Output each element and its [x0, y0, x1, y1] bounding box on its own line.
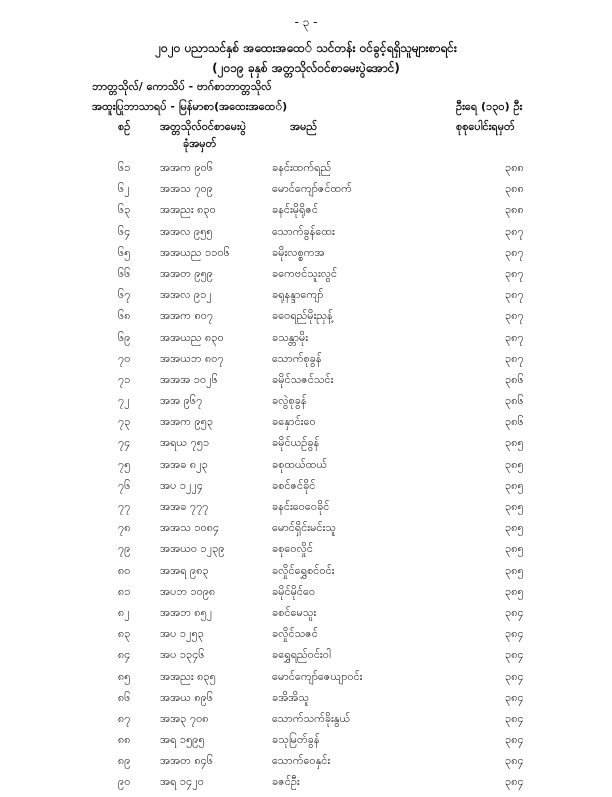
- row-number: ၆၇: [118, 288, 131, 302]
- table-row: [0, 521, 612, 542]
- row-number: ၈၄: [118, 648, 131, 662]
- header-roll-line2: ခုံအမှတ်: [183, 137, 217, 150]
- table-row: [0, 436, 612, 457]
- row-number: ၈၃: [118, 627, 131, 641]
- table-row: [0, 627, 612, 648]
- student-name: သောက်ခွန်ထေး: [272, 224, 335, 238]
- total-score: ၃၈၄: [505, 627, 524, 641]
- student-name: ခနှောင်းဝေ: [272, 415, 316, 429]
- total-score: ၃၈၅: [505, 478, 524, 492]
- total-score: ၃၈၇: [505, 351, 524, 365]
- row-number: ၇၆: [118, 478, 131, 492]
- roll-number: အအက ၉၅၃: [160, 415, 214, 429]
- roll-number: အအခ ၈၂၃: [160, 457, 208, 471]
- roll-number: အရယ ၇၅၁: [160, 436, 210, 450]
- total-score: ၃၈၅: [505, 521, 524, 535]
- roll-number: အအသ ၁၀၈၄: [160, 521, 220, 535]
- table-row: [0, 606, 612, 627]
- row-number: ၈၉: [118, 754, 131, 768]
- roll-number: အအ၃ ၇၀၈: [160, 711, 209, 725]
- row-number: ၆၂: [118, 182, 130, 196]
- student-name: သောက်သက်ခိုးနွယ်: [272, 711, 351, 725]
- header-roll: အတ္တသိုလ်ဝင်စာမေးပွဲ: [160, 120, 247, 133]
- roll-number: အအလ ၉၁၂: [160, 288, 212, 302]
- student-name: သောက်ဝေနှင်း: [272, 754, 331, 768]
- table-row: [0, 775, 612, 796]
- student-name: မောင်ကျော်ဇေယျာဝင်း: [272, 669, 363, 683]
- student-name: ခမိုင်ယဉ်ခွန်: [272, 436, 320, 450]
- student-name: ခရုနန္ဒာကျော်: [272, 288, 324, 302]
- roll-number: အရ ၁၄၂၀: [160, 775, 204, 789]
- table-row: [0, 670, 612, 691]
- total-score: ၃၈၅: [505, 542, 524, 556]
- table-row: [0, 712, 612, 733]
- table-row: [0, 585, 612, 606]
- row-number: ၉၀: [118, 775, 131, 789]
- document-title: ၂၀၂၀ ပညာသင်နှစ် အထေးအထေ် သင်တန်း ဝင်ခွင့်ရရှိသူများစာရင်း: [155, 41, 457, 55]
- row-number: ၈၆: [118, 690, 131, 704]
- row-number: ၈၁: [118, 584, 131, 598]
- row-number: ၈၀: [118, 563, 131, 577]
- roll-number: အအက ၈၀၇: [160, 309, 214, 323]
- total-score: ၃၈၅: [505, 584, 524, 598]
- row-number: ၆၅: [118, 245, 131, 259]
- table-row: [0, 331, 612, 352]
- row-number: ၈၅: [118, 669, 131, 683]
- student-name: ခသန္တာမိုး: [272, 330, 309, 344]
- roll-number: အအဘ ၈၅၂: [160, 605, 213, 619]
- student-name: ခဇင်ဦး: [272, 775, 300, 789]
- roll-number: အပ ၁၂၂၄: [160, 478, 204, 492]
- table-row: [0, 691, 612, 712]
- row-number: ၇၄: [118, 436, 131, 450]
- student-name: ခလှိုင်သဇင်: [272, 627, 318, 641]
- student-name: ခဝေရည်မိုးညှန့်: [272, 309, 333, 323]
- row-number: ၇၀: [118, 351, 131, 365]
- roll-number: အအက ၉၀၆: [160, 161, 214, 174]
- student-name: ခစင်မေသူး: [272, 605, 317, 619]
- student-name: ခစုထယ်ထယ်: [272, 457, 327, 471]
- roll-number: အအယဘ ၈၀၇: [160, 351, 224, 365]
- roll-number: အပဘ ၁၀၉၈: [160, 584, 216, 598]
- table-row: [0, 564, 612, 585]
- total-score: ၃၈၆: [505, 372, 524, 386]
- student-name: ခကေဗင်သူးလွင်: [272, 266, 338, 280]
- subject-line: ဘာတ္တသိုလ်/ ကောသိပ် - ဗာဂ်စာဘာတ္တသိုလ်: [92, 80, 272, 93]
- total-score: ၃၈၆: [505, 394, 524, 408]
- total-score: ၃၈၄: [505, 669, 524, 683]
- total-score: ၃၈၈: [505, 203, 524, 217]
- student-name: ခသုမြတ်ခွန်: [272, 733, 320, 747]
- row-number: ၆၆: [118, 266, 131, 280]
- total-score: ၃၈၇: [505, 309, 524, 323]
- header-name: အမည်: [290, 120, 318, 133]
- row-number: ၈၇: [118, 711, 131, 725]
- table-row: [0, 754, 612, 775]
- row-number: ၆၄: [118, 224, 131, 238]
- roll-number: အအညး ၈၃၅: [160, 669, 216, 683]
- total-score: ၃၈၇: [505, 224, 524, 238]
- roll-number: အအယဝ ၁၂၃၉: [160, 542, 225, 556]
- student-name: ခနင်းထက်ရည်: [272, 161, 332, 174]
- row-number: ၇၁: [118, 372, 131, 386]
- roll-number: အအသ ၇၀၉: [160, 182, 213, 196]
- roll-number: အအယ ၈၉၆: [160, 690, 214, 704]
- row-number: ၇၈: [118, 521, 131, 535]
- student-name: ခနင်းမိုရိုဇင်: [272, 203, 319, 217]
- table-row: [0, 182, 612, 203]
- student-name: မောင်ရှိင်းမင်းသူ: [272, 521, 336, 535]
- student-name: သောက်စုခွန်: [272, 351, 322, 365]
- table-row: [0, 267, 612, 288]
- table-row: [0, 373, 612, 394]
- table-row: [0, 415, 612, 436]
- total-score: ၃၈၄: [505, 605, 524, 619]
- total-score: ၃၈၄: [505, 754, 524, 768]
- table-row: [0, 394, 612, 415]
- table-row: [0, 288, 612, 309]
- table-row: [0, 500, 612, 521]
- table-row: [0, 246, 612, 267]
- student-name: ခမိုးလစ္စကအ: [272, 245, 325, 259]
- header-no: စဉ်: [118, 120, 131, 133]
- student-name: မောင်ကျော်ဇင်ထက်: [272, 182, 352, 196]
- table-row: [0, 733, 612, 754]
- total-score: ၃၈၆: [505, 415, 524, 429]
- roll-number: အအရ ၉၈၃: [160, 563, 209, 577]
- roll-number: အအတ ၈၄၆: [160, 754, 214, 768]
- student-name: ခရွှေရည်ဝင်းဝါ: [272, 648, 331, 662]
- total-score: ၃၈၅: [505, 500, 524, 513]
- total-score: ၃၈၇: [505, 245, 524, 259]
- student-name: ခမိုင်သဇင်သင်း: [272, 372, 334, 386]
- total-score: ၃၈၄: [505, 733, 524, 747]
- row-number: ၇၇: [118, 500, 131, 513]
- table-row: [0, 161, 612, 182]
- roll-number: အအတ ၉၅၉: [160, 266, 213, 280]
- roll-number: အရ ၁၅၉၅: [160, 733, 205, 747]
- table-row: [0, 309, 612, 330]
- total-score: ၃၈၅: [505, 457, 524, 471]
- student-name: ခအိအိသူ: [272, 690, 310, 704]
- table-row: [0, 352, 612, 373]
- roll-number: အအအ ၁၀၂၆: [160, 372, 218, 386]
- total-score: ၃၈၄: [505, 648, 524, 662]
- page-number: - ၃ -: [294, 15, 318, 29]
- table-row: [0, 225, 612, 246]
- table-row: [0, 458, 612, 479]
- table-row: [0, 648, 612, 669]
- specialization-line: အထူးပြုဘာသာရပ် - မြန်မာစာ(အထေးအထေ်): [92, 100, 288, 113]
- total-score: ၃၈၄: [505, 711, 524, 725]
- results-table: [0, 161, 612, 797]
- total-score: ၃၈၇: [505, 330, 524, 344]
- roll-number: အအညး ၈၃၀: [160, 203, 216, 217]
- roll-number: အအလ ၉၅၅: [160, 224, 213, 238]
- student-name: ခစုဝေလှိုင်: [272, 542, 313, 556]
- student-name: ခစင်ဇင်ခိုင်: [272, 478, 316, 492]
- roll-number: အအခ ၇၇၇: [160, 500, 209, 513]
- row-number: ၈၂: [118, 605, 130, 619]
- student-name: ခမိုင်မိုင်ဝေ: [272, 584, 316, 598]
- row-number: ၆၉: [118, 330, 131, 344]
- row-number: ၈၈: [118, 733, 131, 747]
- total-score: ၃၈၈: [505, 182, 524, 196]
- total-score: ၃၈၅: [505, 436, 524, 450]
- document-subtitle: (၂၀၁၉ ခုနှစ် အတ္တသိုလ်ဝင်စာမေးပွဲအောင်): [212, 61, 400, 75]
- total-score: ၃၈၈: [505, 161, 524, 174]
- total-score: ၃၈၇: [505, 288, 524, 302]
- row-number: ၆၈: [118, 309, 131, 323]
- row-number: ၇၉: [118, 542, 131, 556]
- table-row: [0, 479, 612, 500]
- table-row: [0, 542, 612, 563]
- row-number: ၇၃: [118, 415, 131, 429]
- total-count: ဦးရေ (၁၃၀) ဦး: [456, 100, 523, 113]
- row-number: ၆၃: [118, 203, 131, 217]
- roll-number: အအယည ၈၃၀: [160, 330, 224, 344]
- header-score: စုစုပေါင်းရမှတ်: [456, 120, 515, 133]
- row-number: ၆၁: [118, 161, 131, 174]
- student-name: ခလှိုင်ရွှေစင်ဝင်း: [272, 563, 335, 577]
- total-score: ၃၈၄: [505, 775, 524, 789]
- roll-number: အပ ၁၃၄၆: [160, 648, 205, 662]
- row-number: ၇၂: [118, 394, 130, 408]
- student-name: ခလွဲစုခွန်: [272, 394, 307, 408]
- roll-number: အအယည ၁၁၀၆: [160, 245, 230, 259]
- total-score: ၃၈၇: [505, 266, 524, 280]
- student-name: ခနင်းဝေဝေခိုင်: [272, 500, 330, 513]
- total-score: ၃၈၅: [505, 563, 524, 577]
- roll-number: အပ ၁၂၅၃: [160, 627, 204, 641]
- roll-number: အအ ၉၆၇: [160, 394, 203, 408]
- total-score: ၃၈၄: [505, 690, 524, 704]
- table-row: [0, 203, 612, 224]
- row-number: ၇၅: [118, 457, 131, 471]
